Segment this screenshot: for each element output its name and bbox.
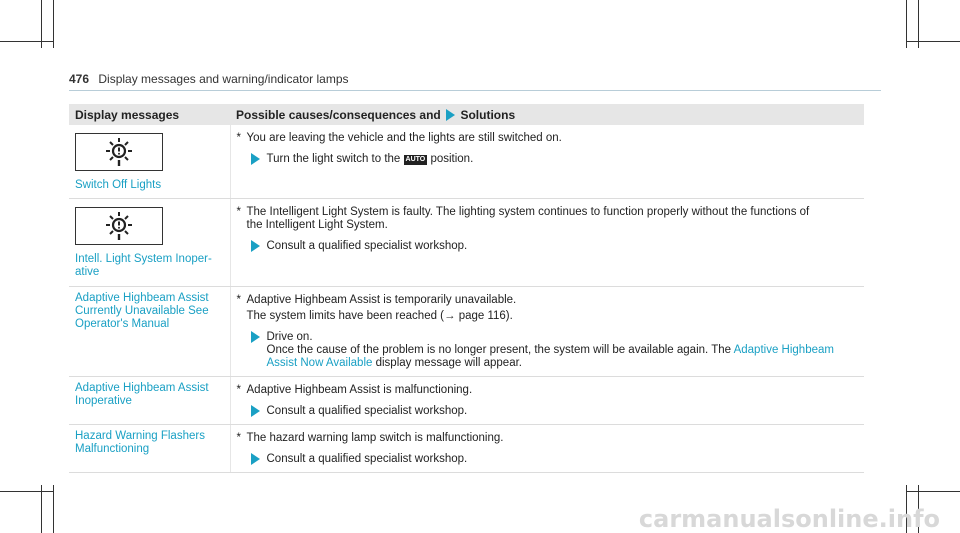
- table-row: [69, 425, 864, 473]
- light-warning-icon: [75, 133, 163, 171]
- play-arrow-icon: [446, 109, 455, 121]
- display-messages-table: [69, 104, 864, 473]
- solution: Consult a qualified specialist workshop.: [249, 453, 859, 466]
- light-warning-icon: [75, 207, 163, 245]
- table-row: [69, 287, 864, 377]
- message-cell: [69, 377, 230, 425]
- cause-text: Adaptive Highbeam Assist is temporarily unavailable.: [246, 294, 517, 306]
- crop-mark: [906, 491, 960, 492]
- cause-text: You are leaving the vehicle and the lights are still switched on.: [246, 132, 562, 144]
- cause-cell: * Adaptive Highbeam Assist is malfunctioning. Consult a qualified specialist workshop.: [230, 377, 864, 425]
- cause-text: The Intelligent Light System is faulty. The lighting system continues to function properly without the functions of: [246, 206, 810, 218]
- cause-text: Adaptive Highbeam Assist is malfunctioning.: [246, 384, 473, 396]
- page-title: Display messages and warning/indicator lamps: [98, 72, 349, 86]
- column-header-causes: Possible causes/consequences and Solutions: [230, 104, 864, 125]
- message-text: Intell. Light System Inoper- ative: [75, 253, 212, 278]
- message-cell: [69, 425, 230, 473]
- header-divider: [69, 90, 881, 91]
- column-header-messages: Display messages: [69, 104, 230, 125]
- auto-badge-icon: AUTO: [405, 156, 426, 163]
- solution: Drive on. Once the cause of the problem is no longer present, the system will be available again. The Adaptive Highbeam Assist Now Available display message will appear.: [249, 331, 859, 370]
- play-arrow-icon: [251, 453, 260, 465]
- watermark: carmanualsonline.info: [638, 505, 940, 533]
- page-header: [69, 72, 863, 86]
- message-text: Adaptive Highbeam Assist Inoperative: [75, 382, 209, 407]
- table-row: [69, 199, 864, 287]
- play-arrow-icon: [251, 331, 260, 343]
- message-text: Hazard Warning Flashers Malfunctioning: [75, 430, 205, 455]
- table-header-row: [69, 104, 864, 125]
- cause-cell: * The hazard warning lamp switch is malfunctioning. Consult a qualified specialist workshop.: [230, 425, 864, 473]
- note-text: The system limits have been reached (→ page 116).: [246, 310, 513, 322]
- table-row: [69, 377, 864, 425]
- table-row: [69, 125, 864, 199]
- crop-mark: [53, 485, 54, 533]
- message-cell: [69, 125, 230, 199]
- message-text: Switch Off Lights: [75, 179, 162, 191]
- crop-mark: [0, 41, 54, 42]
- cause-cell: * The Intelligent Light System is faulty. The lighting system continues to function properly without the functions of the Intelligent Light System. Consult a qualified specialist workshop.: [230, 199, 864, 287]
- highbeam-available-message: Adaptive Highbeam: [733, 344, 834, 356]
- cause-cell: * You are leaving the vehicle and the lights are still switched on. Turn the light switch to the AUTO position.: [230, 125, 864, 199]
- solution: Consult a qualified specialist workshop.: [249, 405, 859, 418]
- play-arrow-icon: [251, 405, 260, 417]
- message-cell: [69, 199, 230, 287]
- cause-cell: * Adaptive Highbeam Assist is temporarily unavailable. The system limits have been reached (→ page 116). Drive on. Once the cause of the problem is no longer present, the system will be available again. The Adaptive Highbeam Assist Now Available display message will appear.: [230, 287, 864, 377]
- crop-mark: [906, 41, 960, 42]
- page-number: 476: [69, 72, 90, 86]
- crop-mark: [41, 485, 42, 533]
- cause-text: The hazard warning lamp switch is malfunctioning.: [246, 432, 504, 444]
- message-text: Adaptive Highbeam Assist Currently Unavailable See Operator's Manual: [75, 292, 209, 330]
- crop-mark: [0, 491, 54, 492]
- solution: Consult a qualified specialist workshop.: [249, 240, 859, 253]
- play-arrow-icon: [251, 153, 260, 165]
- message-cell: [69, 287, 230, 377]
- solution: Turn the light switch to the AUTO position.: [249, 153, 859, 166]
- play-arrow-icon: [251, 240, 260, 252]
